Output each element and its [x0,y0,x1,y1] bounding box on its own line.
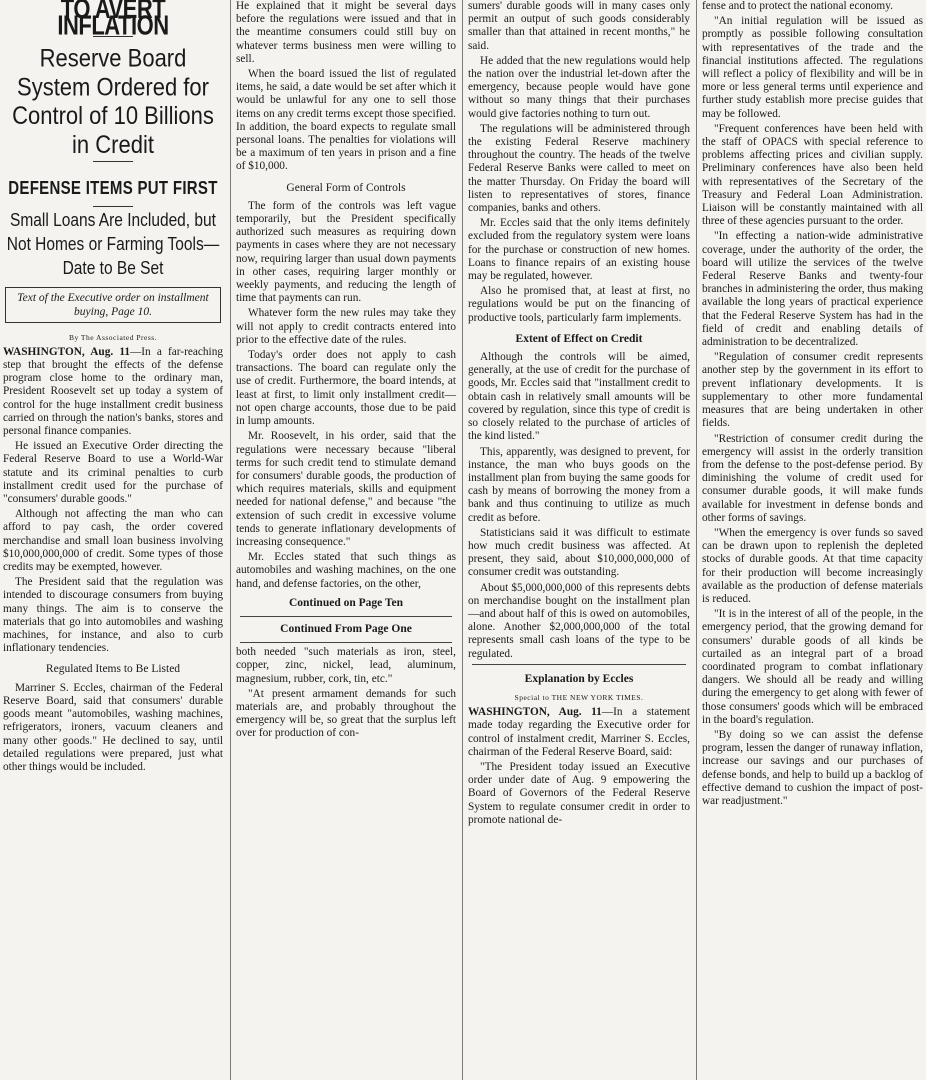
subhead: Extent of Effect on Credit [515,332,643,345]
paragraph: Mr. Eccles said that the only items definitely excluded from the regulatory system were loans for the purchase or construction of new homes. Loans to finance repairs of an existing house may be regulated, however. [468,217,690,283]
column-rule [462,0,463,1080]
paragraph: Mr. Eccles stated that such things as automobiles and washing machines, on the one hand, and defense factories, on the other, [236,551,456,590]
paragraph: This, apparently, was designed to prevent, for instance, the man who buys goods on the installment plan from buying the same goods for cash by means of borrowing the money from a bank and thus continuing to utilize as much credit as before. [468,445,690,524]
column-1 [0,0,226,1080]
paragraph: "An initial regulation will be issued as promptly as possible following consultation with representatives of the trade and the financial institutions affected. The regulations will reflect a policy of flexibility and will be in more or less general terms until experience and further study establish more precise guides that may be followed. [702,15,923,120]
subhead: Explanation by Eccles [524,672,634,685]
paragraph: "The President today issued an Executive order under date of Aug. 9 empowering the Board of Governors of the Federal Reserve System to regulate consumer credit in order to promote national de- [468,760,690,826]
paragraph: The form of the controls was left vague temporarily, but the President specifically authorized such measures as requiring down payments in cases where they are not necessary now, requiring larger than usual down payments in other cases, requiring larger monthly or weekly payments, and reducing the length of time that payments can run. [236,199,456,305]
column-4 [699,0,926,1080]
divider [240,616,452,617]
paragraph: Statisticians said it was difficult to estimate how much credit business was affected. At present, they said, about $10,000,000,000 of consumer credit was outstanding. [468,526,690,579]
column-3 [465,0,693,1080]
paragraph: Although not affecting the man who can afford to pay cash, the order covered merchandise and small loan business involving $10,000,000,000 of credit. Some types of those credits may be exempted, however. [3,508,223,574]
column-2 [233,0,459,1080]
paragraph: Marriner S. Eccles, chairman of the Federal Reserve Board, said that consumers' durable goods meant "automobiles, washing machines, refrigerators, ironers, vacuum cleaners and many other goods." He declined to say, until detailed regulations were prepared, just what other things would be included. [3,681,223,773]
divider [93,206,133,207]
paragraph: About $5,000,000,000 of this represents debts on merchandise bought on the installment plan—and about half of this is owed on automobiles, alone. Another $2,000,000,000 of the total represents small cash loans of the type to be regulated. [468,581,690,660]
paragraph: Whatever form the new rules may take they will not apply to credit contracts entered into prior to the effective date of the rules. [236,307,456,346]
paragraph: The President said that the regulation was intended to discourage consumers from buying many things. The aim is to conserve the materials that go into automobiles and washing machines, for instance, and also to curb inflationary tendencies. [3,576,223,655]
paragraph: WASHINGTON, Aug. 11—In a statement made today regarding the Executive order for control of instalment credit, Marriner S. Eccles, chairman of the Federal Reserve Board, said: [468,706,690,758]
main-headline: Reserve Board System Ordered for Control of 10 Billions in Credit [12,43,214,159]
paragraph: He explained that it might be several days before the regulations were issued and that in the meantime consumers could still buy on whatever terms business men were willing to sell. [236,0,456,65]
paragraph: "Restriction of consumer credit during the emergency will assist in the orderly transition from the defense to the post-defense period. By diminishing the volume of credit used for consumer durable goods, it will make funds available for investment in defense bonds and other forms of savings. [702,432,923,524]
paragraph: "By doing so we can assist the defense program, lessen the danger of runaway inflation, increase our savings and our purchases of defense bonds, and help to build up a backlog of effective demand to cushion the impact of post-war readjustment." [702,728,923,807]
text-reference-box: Text of the Executive order on installment buying, Page 10. [5,287,221,323]
divider [472,664,686,665]
paragraph: "Frequent conferences have been held with the staff of OPACS with special reference to problems affecting prices and civilian supply. Preliminary conferences have also been held with representatives of the Secretary of the Treasury and Federal Loan Administration. Liaison will be constantly maintained with all three of these agencies pursuant to the order. [702,122,923,228]
paragraph: "Regulation of consumer credit represents another step by the government in its effort to prevent inflationary developments. It is supplementary to other more fundamental measures that are being undertaken in other fields. [702,351,923,430]
paragraph: The regulations will be administered through the existing Federal Reserve machinery throughout the country. The heads of the twelve Federal Reserve Banks were called to meet on the matter Thursday. On Friday the board will listen to representatives of stores, finance companies, banks and others. [468,122,690,215]
paragraph: Today's order does not apply to cash transactions. The board can regulate only the use of credit. Furthermore, the board intends, at least at first, to limit only installment credit—not open charge accounts, those due to be paid in lump amounts. [236,349,456,428]
paragraph: When the board issued the list of regulated items, he said, a date would be set after which it would be unlawful for any one to sell those items on any credit terms except those specified. In addition, the board expects to regulate small personal loans. The penalties for violations will be a maximum of ten years in prison and a fine of $10,000. [236,68,456,173]
deck-headline: DEFENSE ITEMS PUT FIRST [8,178,218,200]
special-credit: Special to THE NEW YORK TIMES. [514,692,644,702]
wire-credit: By The Associated Press. [68,332,158,342]
divider [93,161,133,162]
subhead: General Form of Controls [286,181,406,194]
paragraph: "When the emergency is over funds so saved can be drawn upon to replenish the depleted stocks of durable goods. At that time capacity for their production will become increasingly available as the production of defense materials is reduced. [702,526,923,605]
paragraph: "At present armament demands for such materials are, and probably throughout the emergency will be, so great that the surplus left over for production of con- [236,687,456,740]
paragraph: Although the controls will be aimed, generally, at the use of credit for the purchase of goods, Mr. Eccles said that "installment credit to obtain cash in relatively small amounts will be covered by regulation, since this type of credit is so closely related to the purchase of articles of the kind listed." [468,351,690,443]
flag-headline: TO AVERT INFLATION [57,0,169,41]
paragraph: fense and to protect the national economy. [702,0,893,12]
divider [240,642,452,643]
column-rule [230,0,231,1080]
lead-paragraph: WASHINGTON, Aug. 11—In a far-reaching step that brought the effects of the defense program close home to the ordinary man, President Roosevelt set up today a system of control for the huge installment credit business carried on through the nation's banks, stores and personal finance companies. [3,345,223,438]
paragraph: Mr. Roosevelt, in his order, said that the regulations were necessary because "liberal terms for such credit tend to stimulate demand for consumers' durable goods, the production of which requires materials, skills and equipment needed for national defense," and because "the extension of such credit in excessive volume tends to generate inflationary developments of increasing consequence." [236,430,456,548]
jump-line: Continued on Page Ten [288,596,404,609]
subhead: Regulated Items to Be Listed [45,663,181,676]
dateline: WASHINGTON, Aug. 11 [3,345,130,358]
column-rule [696,0,697,1080]
paragraph: Also he promised that, at least at first, no regulations would be put on the financing of productive tools, particularly farm implements. [468,285,690,324]
paragraph: "In effecting a nation-wide administrative coverage, under the authority of the order, the board will utilize the services of the twelve Federal Reserve Banks and twenty-four branches in administering the order, thus making available the long years of practical experience that the Federal Reserve System has had in the field of credit and enabling details of administration to be decentralized. [702,230,923,349]
dateline: WASHINGTON, Aug. 11 [468,706,602,719]
continued-line: Continued From Page One [280,622,412,635]
paragraph: sumers' durable goods will in many cases only permit an output of such goods considerably smaller than that attained in recent months," he said. [468,0,690,52]
paragraph: both needed "such materials as iron, steel, copper, zinc, nickel, lead, aluminum, magnesium, rubber, cork, tin, etc." [236,646,456,685]
sub-deck: Small Loans Are Included, but Not Homes or Farming Tools—Date to Be Set [6,209,220,279]
paragraph: He issued an Executive Order directing the Federal Reserve Board to use a World-War statute and its criminal penalties to curb installment credit used for the purchase of "consumers' durable goods." [3,440,223,506]
paragraph: "It is in the interest of all of the people, in the emergency period, that the growing demand for consumers' durable goods of all kinds be curtailed as an integral part of a broad coordinated program to combat inflationary dangers. We should all be ready and willing during the emergency to get along with fewer of those consumers' goods which will be embraced in the board's regulation. [702,608,923,726]
paragraph: He added that the new regulations would help the nation over the industrial let-down after the emergency, because people would have gone without so many things that their purchases would give factories nothing to turn out. [468,54,690,120]
